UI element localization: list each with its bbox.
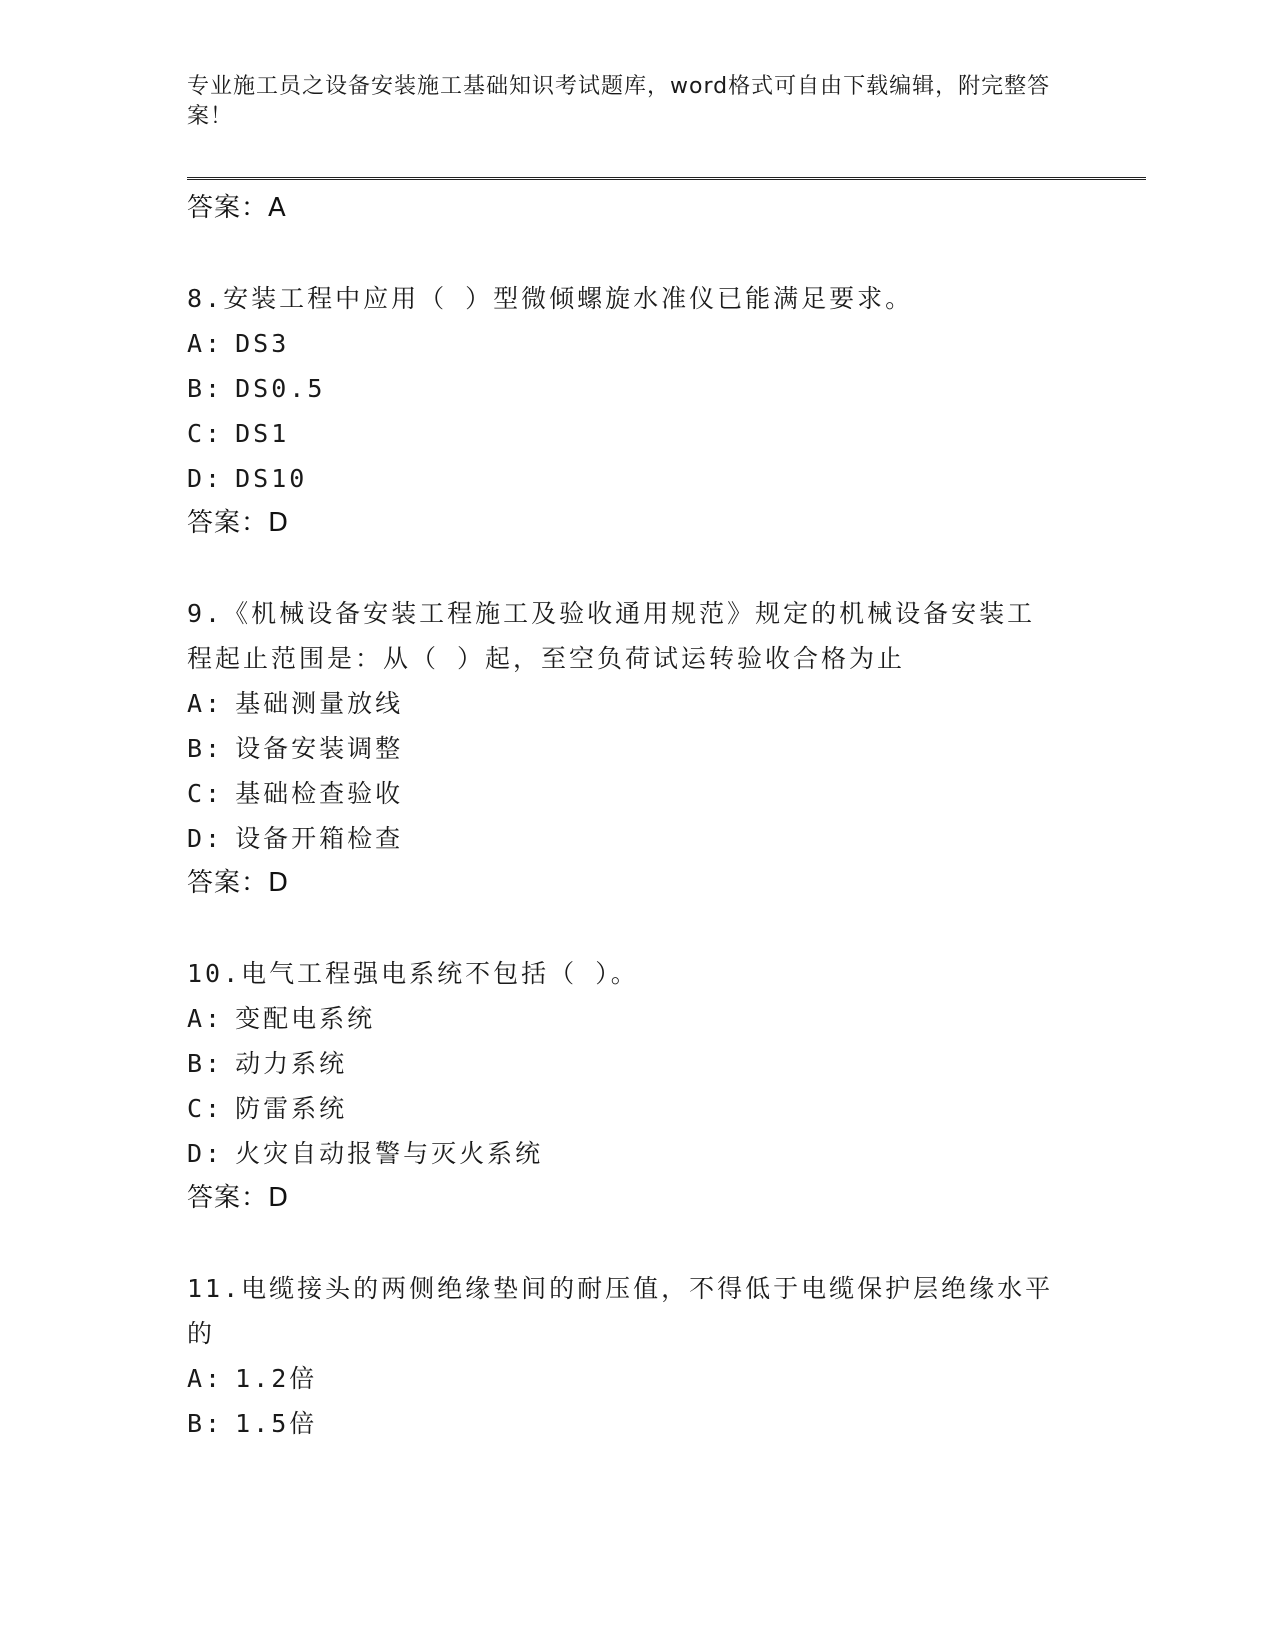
- header-title: 专业施工员之设备安装施工基础知识考试题库，word格式可自由下载编辑，附完整答案！: [187, 74, 1051, 129]
- spacer: [187, 231, 1087, 276]
- option-a: A: 基础测量放线: [187, 689, 404, 718]
- option-c: C: 防雷系统: [187, 1094, 348, 1123]
- question-11: [187, 1266, 1087, 1446]
- question-stem-line-1: 11.电缆接头的两侧绝缘垫间的耐压值，不得低于电缆保护层绝缘水平: [187, 1274, 1054, 1303]
- option-b: B: 动力系统: [187, 1049, 348, 1078]
- option-a: A: 变配电系统: [187, 1004, 376, 1033]
- option-b: B: 1.5倍: [187, 1409, 318, 1438]
- option-d: D: DS10: [187, 464, 308, 493]
- option-a: A: DS3: [187, 329, 290, 358]
- question-stem-line-1: 9.《机械设备安装工程施工及验收通用规范》规定的机械设备安装工: [187, 599, 1036, 628]
- header-divider: [187, 177, 1146, 180]
- question-list: [187, 186, 1087, 1446]
- answer-label: 答案：D: [187, 868, 290, 898]
- question-9: [187, 591, 1087, 906]
- spacer: [187, 906, 1087, 951]
- question-stem: 8.安装工程中应用（ ）型微倾螺旋水准仪已能满足要求。: [187, 284, 914, 313]
- spacer: [187, 1221, 1087, 1266]
- option-d: D: 火灾自动报警与灭火系统: [187, 1139, 544, 1168]
- previous-answer: 答案：A: [187, 193, 287, 223]
- question-stem-line-2: 的: [187, 1319, 216, 1348]
- option-b: B: 设备安装调整: [187, 734, 404, 763]
- option-b: B: DS0.5: [187, 374, 326, 403]
- option-c: C: 基础检查验收: [187, 779, 404, 808]
- spacer: [187, 546, 1087, 591]
- option-c: C: DS1: [187, 419, 290, 448]
- page-header: [187, 72, 1067, 132]
- question-8: [187, 276, 1087, 546]
- answer-label: 答案：D: [187, 508, 290, 538]
- option-d: D: 设备开箱检查: [187, 824, 404, 853]
- option-a: A: 1.2倍: [187, 1364, 318, 1393]
- question-10: [187, 951, 1087, 1221]
- question-stem: 10.电气工程强电系统不包括（ ）。: [187, 959, 639, 988]
- answer-label: 答案：D: [187, 1183, 290, 1213]
- question-stem-line-2: 程起止范围是：从（ ）起，至空负荷试运转验收合格为止: [187, 644, 906, 673]
